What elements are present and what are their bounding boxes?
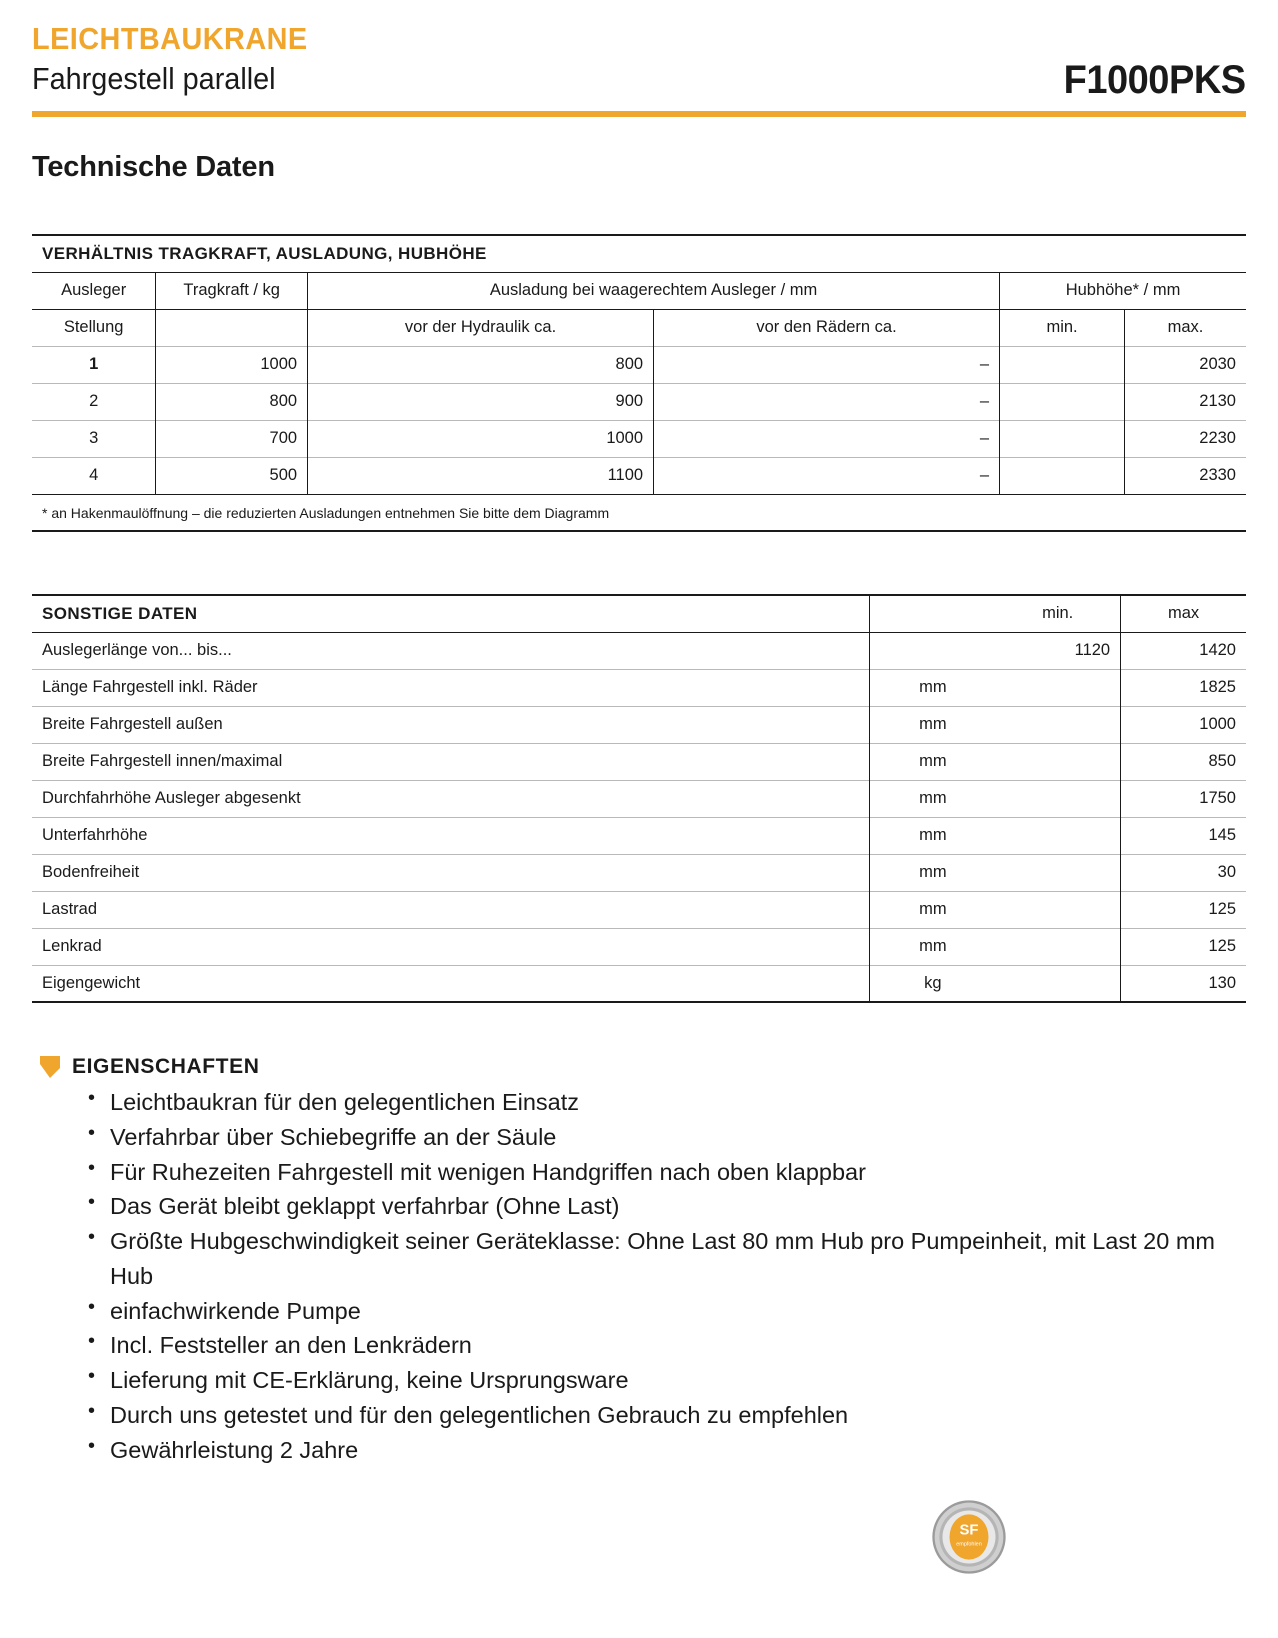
th-ausladung: Ausladung bei waagerechtem Ausleger / mm xyxy=(308,272,1000,309)
th-vor-hydraulik: vor der Hydraulik ca. xyxy=(308,309,654,346)
table-row xyxy=(32,706,1246,743)
other-table-caption-spacer-unit xyxy=(870,595,995,632)
features-list xyxy=(32,1085,1246,1467)
capacity-table-footnote: * an Hakenmaulöffnung – die reduzierten Ausladungen entnehmen Sie bitte dem Diagramm xyxy=(42,504,610,521)
th-max: max. xyxy=(1125,309,1246,346)
row-unit: mm xyxy=(870,706,995,743)
row-min xyxy=(995,965,1120,1002)
row-max: 30 xyxy=(1121,854,1246,891)
row-max: 145 xyxy=(1121,817,1246,854)
product-category: LEICHTBAUKRANE xyxy=(32,21,308,56)
list-item: • Incl. Feststeller an den Lenkrädern xyxy=(88,1328,1246,1363)
row-min xyxy=(995,891,1120,928)
row-label: Eigengewicht xyxy=(42,973,141,992)
row-unit: mm xyxy=(870,891,995,928)
row-min xyxy=(995,743,1120,780)
cell-stellung: 4 xyxy=(89,466,99,485)
cell-vor-hydraulik: 800 xyxy=(308,346,654,383)
table-row xyxy=(32,632,1246,669)
other-table-caption: SONSTIGE DATEN xyxy=(42,604,198,624)
table-row xyxy=(32,669,1246,706)
cell-vor-hydraulik: 1100 xyxy=(308,457,654,494)
row-label: Breite Fahrgestell innen/maximal xyxy=(42,752,283,771)
cell-tragkraft: 1000 xyxy=(156,346,308,383)
th-max: max xyxy=(1121,595,1246,632)
cell-stellung: 1 xyxy=(89,355,99,374)
row-unit: mm xyxy=(870,669,995,706)
cell-vor-raedern: – xyxy=(654,383,1000,420)
row-unit: kg xyxy=(870,965,995,1002)
row-min xyxy=(995,928,1120,965)
row-label: Bodenfreiheit xyxy=(42,863,140,882)
row-max: 125 xyxy=(1121,928,1246,965)
cell-stellung: 3 xyxy=(89,429,99,448)
row-label: Auslegerlänge von... bis... xyxy=(42,641,232,660)
row-label: Breite Fahrgestell außen xyxy=(42,715,223,734)
cell-min xyxy=(1000,383,1125,420)
product-subtitle: Fahrgestell parallel xyxy=(32,60,276,96)
cell-min xyxy=(1000,346,1125,383)
table-caption-row xyxy=(32,595,1246,632)
cell-tragkraft: 500 xyxy=(156,457,308,494)
row-label: Lenkrad xyxy=(42,937,102,956)
row-max: 1420 xyxy=(1121,632,1246,669)
cell-max: 2030 xyxy=(1125,346,1246,383)
table-row xyxy=(32,891,1246,928)
cell-min xyxy=(1000,420,1125,457)
row-min xyxy=(995,854,1120,891)
cell-max: 2230 xyxy=(1125,420,1246,457)
table-row xyxy=(32,457,1246,494)
row-min xyxy=(995,817,1120,854)
cell-vor-raedern: – xyxy=(654,457,1000,494)
list-item: • Durch uns getestet und für den gelegentlichen Gebrauch zu empfehlen xyxy=(88,1398,1246,1433)
cell-vor-raedern: – xyxy=(654,420,1000,457)
row-unit: mm xyxy=(870,743,995,780)
cell-tragkraft: 700 xyxy=(156,420,308,457)
table-row xyxy=(32,346,1246,383)
row-min xyxy=(995,706,1120,743)
row-max: 850 xyxy=(1121,743,1246,780)
cell-stellung: 2 xyxy=(89,392,99,411)
list-item: • Leichtbaukran für den gelegentlichen Einsatz xyxy=(88,1085,1246,1120)
cell-vor-raedern: – xyxy=(654,346,1000,383)
list-item: • Das Gerät bleibt geklappt verfahrbar (Ohne Last) xyxy=(88,1189,1246,1224)
cell-max: 2130 xyxy=(1125,383,1246,420)
page-header xyxy=(32,0,1246,117)
list-item: • Gewährleistung 2 Jahre xyxy=(88,1433,1246,1468)
row-max: 1750 xyxy=(1121,780,1246,817)
row-min xyxy=(995,780,1120,817)
other-data-table-wrapper xyxy=(32,594,1246,1003)
capacity-table-wrapper xyxy=(32,234,1246,532)
flag-marker-icon xyxy=(40,1056,60,1078)
table-row xyxy=(32,928,1246,965)
table-caption-row xyxy=(32,235,1246,272)
table-row xyxy=(32,420,1246,457)
row-unit xyxy=(870,632,995,669)
row-unit: mm xyxy=(870,854,995,891)
table-row xyxy=(32,965,1246,1002)
row-label: Unterfahrhöhe xyxy=(42,826,148,845)
table-row xyxy=(32,743,1246,780)
table-row xyxy=(32,383,1246,420)
model-designation: F1000PKS xyxy=(1063,58,1246,102)
list-item: • einfachwirkende Pumpe xyxy=(88,1294,1246,1329)
row-max: 130 xyxy=(1121,965,1246,1002)
list-item: • Größte Hubgeschwindigkeit seiner Geräteklasse: Ohne Last 80 mm Hub pro Pumpeinheit, mit Last 20 mm Hub xyxy=(88,1224,1246,1294)
row-unit: mm xyxy=(870,928,995,965)
row-max: 1000 xyxy=(1121,706,1246,743)
th-ausleger: Ausleger xyxy=(61,281,127,300)
list-item: • Für Ruhezeiten Fahrgestell mit wenigen Handgriffen nach oben klappbar xyxy=(88,1155,1246,1190)
th-stellung: Stellung xyxy=(63,318,124,337)
sf-empfohlen-seal xyxy=(930,1498,1008,1576)
features-section xyxy=(32,1055,1246,1467)
header-divider xyxy=(32,111,1246,117)
cell-vor-hydraulik: 900 xyxy=(308,383,654,420)
table-footnote-row xyxy=(32,494,1246,531)
cell-tragkraft: 800 xyxy=(156,383,308,420)
cell-min xyxy=(1000,457,1125,494)
seal-label: empfohlen xyxy=(956,1541,982,1548)
list-item: • Lieferung mit CE-Erklärung, keine Ursprungsware xyxy=(88,1363,1246,1398)
cell-max: 2330 xyxy=(1125,457,1246,494)
row-max: 1825 xyxy=(1121,669,1246,706)
list-item: • Verfahrbar über Schiebegriffe an der Säule xyxy=(88,1120,1246,1155)
seal-initials: SF xyxy=(959,1522,979,1539)
th-min: min. xyxy=(1042,604,1074,623)
th-tragkraft-sub xyxy=(156,309,308,346)
row-min: 1120 xyxy=(1074,641,1111,660)
row-label: Lastrad xyxy=(42,900,98,919)
th-hubhoehe: Hubhöhe* / mm xyxy=(1000,272,1246,309)
row-label: Länge Fahrgestell inkl. Räder xyxy=(42,678,258,697)
features-header xyxy=(32,1055,1246,1079)
row-label: Durchfahrhöhe Ausleger abgesenkt xyxy=(42,789,301,808)
table-header-row-1 xyxy=(32,272,1246,309)
capacity-table-caption: VERHÄLTNIS TRAGKRAFT, AUSLADUNG, HUBHÖHE xyxy=(42,244,487,264)
row-max: 125 xyxy=(1121,891,1246,928)
page-title: Technische Daten xyxy=(32,151,275,184)
row-unit: mm xyxy=(870,817,995,854)
cell-vor-hydraulik: 1000 xyxy=(308,420,654,457)
table-row xyxy=(32,780,1246,817)
features-title: EIGENSCHAFTEN xyxy=(72,1055,260,1079)
row-min xyxy=(995,669,1120,706)
th-tragkraft: Tragkraft / kg xyxy=(156,272,308,309)
row-unit: mm xyxy=(870,780,995,817)
th-vor-raedern: vor den Rädern ca. xyxy=(654,309,1000,346)
table-header-row-2 xyxy=(32,309,1246,346)
other-data-table xyxy=(32,594,1246,1003)
th-min: min. xyxy=(1000,309,1125,346)
table-row xyxy=(32,817,1246,854)
table-row xyxy=(32,854,1246,891)
capacity-table xyxy=(32,234,1246,532)
